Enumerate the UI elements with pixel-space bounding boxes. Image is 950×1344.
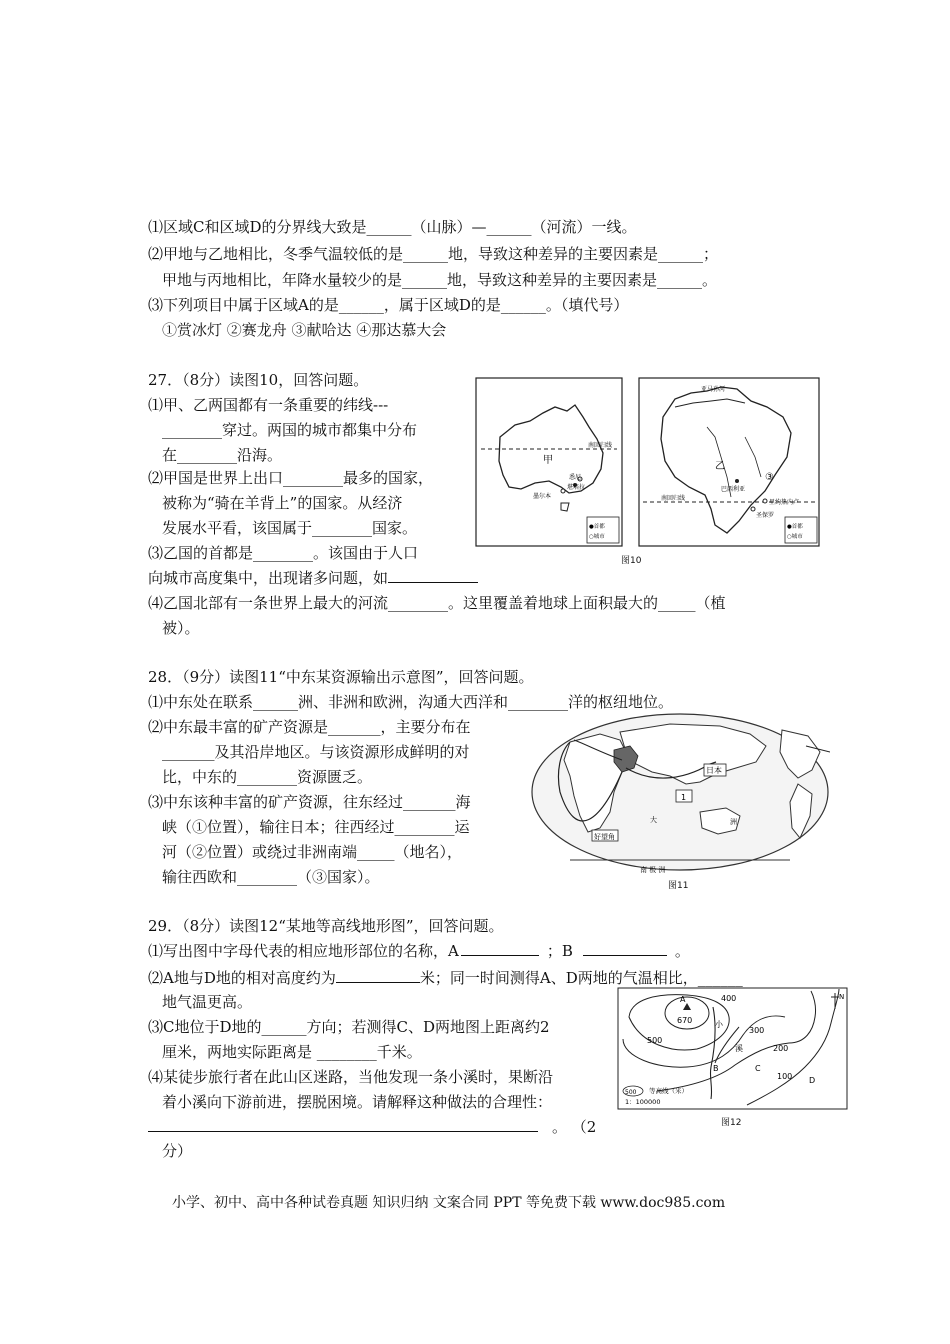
answer-line-long bbox=[148, 1117, 538, 1132]
contour-label-100: 100 bbox=[777, 1072, 793, 1081]
q29-line-3a: ⑵A地与D地的相对高度约为 bbox=[148, 969, 336, 987]
aus-country-label: 甲 bbox=[543, 455, 553, 466]
map-japan-label: 日本 bbox=[706, 766, 722, 775]
q29-line-6: 厘米，两地实际距离是 ________千米。 bbox=[162, 1043, 422, 1061]
q29-line-2 bbox=[148, 941, 690, 961]
figure-10-maps bbox=[475, 377, 820, 567]
q28-line-8: 河（②位置）或绕过非洲南端_____（地名）， bbox=[162, 843, 463, 861]
point-B: B bbox=[713, 1064, 719, 1073]
q27-line-3: ________穿过。两国的城市都集中分布 bbox=[162, 421, 418, 439]
q27-line-10: ⑷乙国北部有一条世界上最大的河流________。这里覆盖着地球上面积最大的_____（植 bbox=[148, 594, 726, 612]
q29-title: 29．（8分）读图12“某地等高线地形图”，回答问题。 bbox=[148, 917, 504, 935]
q28-line-9: 输往西欧和________（③国家）。 bbox=[162, 868, 380, 886]
figure-10 bbox=[475, 377, 820, 567]
q29-line-9-text: 。 （2 bbox=[552, 1118, 597, 1136]
q28-title: 28．（9分）读图11“中东某资源输出示意图”，回答问题。 bbox=[148, 668, 534, 686]
legend-scale: 1：100000 bbox=[625, 1098, 661, 1106]
q29-line-9 bbox=[148, 1117, 596, 1137]
q29-line-2c: 。 bbox=[674, 942, 690, 960]
legend-contour-value: 500 bbox=[625, 1089, 637, 1096]
contour-peak-value: 670 bbox=[677, 1016, 693, 1025]
aus-city-melbourne: 墨尔本 bbox=[533, 493, 552, 500]
figure-12-caption: 图12 bbox=[721, 1118, 742, 1128]
bra-city-rio: 里约热内卢 bbox=[769, 499, 800, 506]
map-label-zhou: 洲 bbox=[730, 818, 737, 826]
map-cape-label: 好望角 bbox=[594, 833, 615, 841]
north-arrow-label: N bbox=[839, 993, 845, 1001]
bra-legend-capital: ●首都 bbox=[787, 524, 803, 530]
stream-label-xiao: 小 bbox=[715, 1020, 723, 1029]
q26-line-4: ⑶下列项目中属于区域A的是______，属于区域D的是______。（填代号） bbox=[148, 296, 629, 314]
point-C: C bbox=[755, 1064, 761, 1073]
bra-capital-label: 巴西利亚 bbox=[721, 486, 746, 493]
contour-label-500: 500 bbox=[647, 1036, 663, 1045]
contour-peak-A: A bbox=[680, 995, 686, 1004]
aus-city-canberra: 堪培拉 bbox=[567, 484, 586, 491]
aus-city-sydney: 悉尼 bbox=[569, 474, 582, 481]
figure-11 bbox=[530, 712, 830, 890]
aus-legend-capital: ●首都 bbox=[589, 524, 605, 530]
map-label-da: 大 bbox=[650, 816, 657, 824]
q28-line-4: _______及其沿岸地区。与该资源形成鲜明的对 bbox=[162, 743, 470, 761]
q28-line-5: 比，中东的________资源匮乏。 bbox=[162, 768, 373, 786]
q27-line-7: 发展水平看，该国属于________国家。 bbox=[162, 519, 418, 537]
bra-river-amazon: 亚马孙河 bbox=[701, 386, 726, 393]
bra-country-label: 乙 bbox=[715, 461, 725, 472]
figure-11-caption: 图11 bbox=[668, 881, 689, 891]
q29-line-8: 着小溪向下游前进，摆脱困境。请解释这种做法的合理性： bbox=[162, 1093, 553, 1111]
contour-label-400: 400 bbox=[721, 994, 737, 1003]
q29-line-2b: ；B bbox=[546, 942, 573, 960]
q27-line-4: 在________沿海。 bbox=[162, 446, 283, 464]
q27-line-6: 被称为“骑在羊背上”的国家。从经济 bbox=[162, 494, 403, 512]
answer-blank bbox=[388, 568, 478, 583]
figure-11-world-map bbox=[530, 712, 830, 877]
answer-blank-a bbox=[461, 941, 539, 956]
figure-12-contour-map bbox=[617, 987, 849, 1111]
q29-line-2a: ⑴写出图中字母代表的相应地形部位的名称，A bbox=[148, 942, 459, 960]
map-antarctica-label: 南 极 洲 bbox=[640, 866, 666, 874]
stream-label-xi: 溪 bbox=[735, 1044, 743, 1053]
figure-12 bbox=[617, 987, 849, 1127]
q27-line-8: ⑶乙国的首都是________。该国由于人口 bbox=[148, 544, 419, 562]
q27-line-5: ⑵甲国是世界上出口________最多的国家， bbox=[148, 469, 434, 487]
q27-title: 27．（8分）读图10，回答问题。 bbox=[148, 371, 369, 389]
q29-line-4: 地气温更高。 bbox=[162, 993, 253, 1011]
q28-line-6: ⑶中东该种丰富的矿产资源，往东经过_______海 bbox=[148, 793, 471, 811]
q26-options: ①赏冰灯 ②赛龙舟 ③献哈达 ④那达慕大会 bbox=[162, 321, 447, 339]
map-mark-1: 1 bbox=[681, 793, 687, 802]
q26-line-1: ⑴区域C和区域D的分界线大致是______（山脉）—______（河流）一线。 bbox=[148, 218, 637, 236]
q28-line-2: ⑴中东处在联系______洲、非洲和欧洲，沟通大西洋和________洋的枢纽地位。 bbox=[148, 693, 674, 711]
contour-label-300: 300 bbox=[749, 1026, 765, 1035]
q29-line-3 bbox=[148, 968, 743, 988]
point-D: D bbox=[809, 1076, 816, 1085]
q26-line-2: ⑵甲地与乙地相比，冬季气温较低的是______地，导致这种差异的主要因素是______； bbox=[148, 245, 719, 263]
aus-tropic-label: 南回归线 bbox=[588, 442, 613, 449]
figure-10-caption: 图10 bbox=[621, 556, 642, 566]
contour-label-200: 200 bbox=[773, 1044, 789, 1053]
q29-line-3b: 米；同一时间测得A、D两地的气温相比，______ bbox=[419, 969, 743, 987]
q29-line-5: ⑶C地位于D地的______方向；若测得C、D两地图上距离约2 bbox=[148, 1018, 550, 1036]
q27-line-9-text: 向城市高度集中，出现诸多问题，如 bbox=[148, 569, 389, 587]
bra-tropic-label: 南回归线 bbox=[661, 495, 686, 502]
answer-blank-b bbox=[583, 941, 667, 956]
q26-line-3: 甲地与丙地相比，年降水量较少的是______地，导致这种差异的主要因素是______。 bbox=[162, 271, 718, 289]
bra-mark-3: ③ bbox=[765, 472, 774, 483]
q27-line-9 bbox=[148, 568, 478, 588]
answer-blank-height bbox=[336, 968, 420, 983]
q27-line-11: 被）。 bbox=[162, 619, 200, 637]
q27-line-2: ⑴甲、乙两国都有一条重要的纬线--- bbox=[148, 396, 389, 414]
bra-legend-city: ○城市 bbox=[787, 534, 803, 540]
q29-line-10: 分） bbox=[162, 1142, 193, 1160]
bra-city-saopaulo: 圣保罗 bbox=[756, 512, 775, 519]
page-footer: 小学、初中、高中各种试卷真题 知识归纳 文案合同 PPT 等免费下载 www.doc985.com bbox=[172, 1195, 726, 1211]
legend-contour-label: 等高线（米） bbox=[649, 1087, 688, 1095]
q28-line-7: 峡（①位置），输往日本；往西经过________运 bbox=[162, 818, 470, 836]
q29-line-7: ⑷某徒步旅行者在此山区迷路，当他发现一条小溪时，果断沿 bbox=[148, 1068, 554, 1086]
q28-line-3: ⑵中东最丰富的矿产资源是_______，主要分布在 bbox=[148, 718, 471, 736]
aus-legend-city: ○城市 bbox=[589, 534, 605, 540]
